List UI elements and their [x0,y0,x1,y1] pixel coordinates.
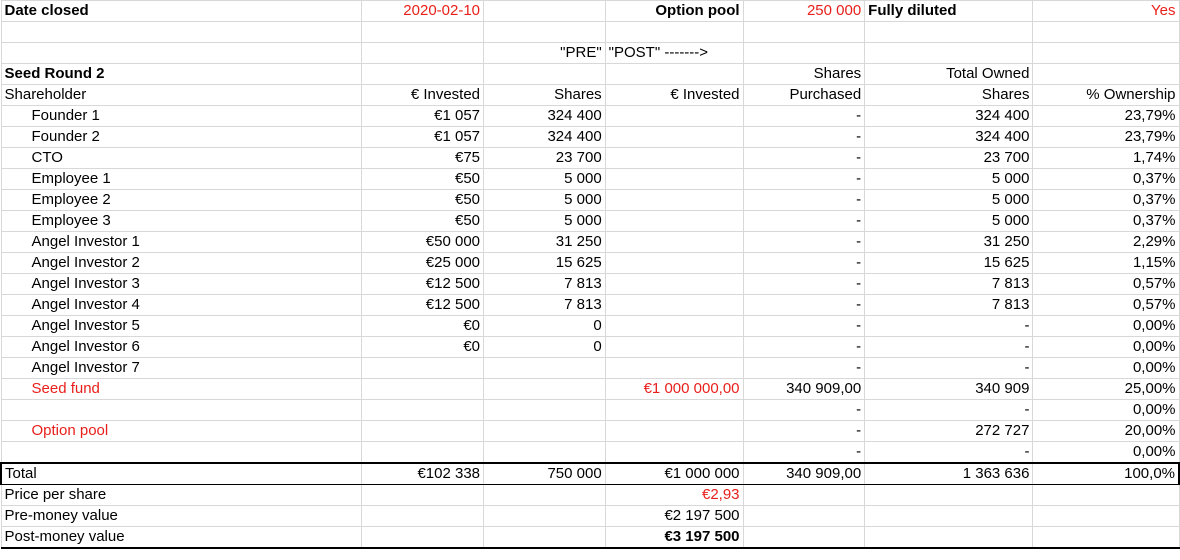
post-money-row [1,527,1179,549]
ownership-percent[interactable]: 2,29% [1033,232,1179,253]
ownership-percent[interactable]: 0,00% [1033,337,1179,358]
invested-post[interactable] [605,442,743,464]
shares-purchased[interactable]: - [743,358,865,379]
price-per-share-label[interactable]: Price per share [1,485,362,506]
shareholder-row [1,169,1179,190]
shares-pre[interactable]: 5 000 [484,211,606,232]
shareholder-name[interactable]: Angel Investor 4 [1,295,362,316]
shares-pre[interactable] [484,421,606,442]
ownership-percent[interactable]: 0,57% [1033,295,1179,316]
shares-pre[interactable]: 31 250 [484,232,606,253]
shareholder-name[interactable]: Founder 2 [1,127,362,148]
shareholder-row [1,211,1179,232]
invested-pre[interactable]: €50 [362,169,484,190]
date-closed-label[interactable]: Date closed [1,1,362,22]
shares-pre[interactable] [484,358,606,379]
post-label[interactable]: "POST" -------> [605,43,743,64]
shareholder-row [1,148,1179,169]
invested-post-header[interactable]: € Invested [605,85,743,106]
shares-pre[interactable]: 7 813 [484,295,606,316]
total-shares-pre[interactable]: 750 000 [484,463,606,485]
shareholder-row [1,190,1179,211]
date-closed-value[interactable]: 2020-02-10 [362,1,484,22]
fully-diluted-label[interactable]: Fully diluted [865,1,1033,22]
total-owned-shares[interactable]: 324 400 [865,106,1033,127]
total-owned-header-line1[interactable]: Total Owned [865,64,1033,85]
invested-pre-header[interactable]: € Invested [362,85,484,106]
invested-post[interactable] [605,232,743,253]
total-owned-shares[interactable]: - [865,442,1033,464]
shares-pre[interactable]: 5 000 [484,190,606,211]
shares-purchased[interactable]: - [743,211,865,232]
total-row [1,463,1179,485]
ownership-percent[interactable]: 0,00% [1033,400,1179,421]
shareholder-row [1,358,1179,379]
invested-post[interactable]: €1 000 000,00 [605,379,743,400]
shares-pre[interactable]: 23 700 [484,148,606,169]
price-per-share-value[interactable]: €2,93 [605,485,743,506]
shareholder-name[interactable]: Angel Investor 2 [1,253,362,274]
invested-post[interactable] [605,316,743,337]
shareholder-header[interactable]: Shareholder [1,85,362,106]
total-owned-shares[interactable]: - [865,358,1033,379]
invested-post[interactable] [605,400,743,421]
shareholder-name[interactable]: Angel Investor 6 [1,337,362,358]
total-owned-shares[interactable]: 5 000 [865,169,1033,190]
invested-pre[interactable]: €50 [362,211,484,232]
shareholder-name[interactable] [1,400,362,421]
shareholder-row [1,442,1179,464]
shares-pre[interactable] [484,400,606,421]
shareholder-row [1,379,1179,400]
header-row [1,1,1179,22]
pre-money-label[interactable]: Pre-money value [1,506,362,527]
shareholder-name[interactable]: Founder 1 [1,106,362,127]
shareholder-row [1,253,1179,274]
shares-pre[interactable]: 324 400 [484,106,606,127]
shares-purchased[interactable]: - [743,127,865,148]
column-header-row-1 [1,64,1179,85]
shares-purchased[interactable]: - [743,295,865,316]
shareholder-name[interactable]: CTO [1,148,362,169]
shares-purchased[interactable]: - [743,232,865,253]
ownership-percent[interactable]: 1,15% [1033,253,1179,274]
total-owned-shares[interactable]: 7 813 [865,295,1033,316]
invested-pre[interactable]: €75 [362,148,484,169]
shares-purchased[interactable]: - [743,421,865,442]
invested-pre[interactable] [362,358,484,379]
owned-shares-header[interactable]: Shares [865,85,1033,106]
shares-pre[interactable] [484,442,606,464]
shareholder-name[interactable]: Employee 1 [1,169,362,190]
total-owned-shares[interactable]: 5 000 [865,190,1033,211]
total-owned-shares[interactable]: 5 000 [865,211,1033,232]
shares-purchased[interactable]: - [743,316,865,337]
shareholder-row [1,337,1179,358]
shares-purchased[interactable]: - [743,274,865,295]
total-ownership[interactable]: 100,0% [1033,463,1179,485]
shareholder-name[interactable]: Employee 3 [1,211,362,232]
invested-post[interactable] [605,169,743,190]
shareholder-name[interactable] [1,442,362,464]
ownership-percent[interactable]: 23,79% [1033,127,1179,148]
ownership-percent[interactable]: 0,57% [1033,274,1179,295]
invested-pre[interactable] [362,421,484,442]
purchased-header[interactable]: Purchased [743,85,865,106]
fully-diluted-value[interactable]: Yes [1033,1,1179,22]
shares-purchased[interactable]: 340 909,00 [743,379,865,400]
invested-post[interactable] [605,295,743,316]
invested-post[interactable] [605,190,743,211]
shareholder-name[interactable]: Angel Investor 7 [1,358,362,379]
invested-pre[interactable] [362,442,484,464]
invested-post[interactable] [605,148,743,169]
invested-post[interactable] [605,211,743,232]
ownership-percent[interactable]: 1,74% [1033,148,1179,169]
shares-pre[interactable]: 5 000 [484,169,606,190]
total-owned-shares[interactable]: 340 909 [865,379,1033,400]
total-purchased[interactable]: 340 909,00 [743,463,865,485]
invested-pre[interactable]: €1 057 [362,106,484,127]
invested-pre[interactable]: €0 [362,316,484,337]
shareholder-row [1,295,1179,316]
invested-pre[interactable] [362,400,484,421]
shareholder-row [1,316,1179,337]
total-owned-shares[interactable]: 324 400 [865,127,1033,148]
shareholder-name[interactable]: Seed fund [1,379,362,400]
shareholder-row [1,106,1179,127]
total-invested-pre[interactable]: €102 338 [362,463,484,485]
pre-money-value[interactable]: €2 197 500 [605,506,743,527]
price-per-share-row [1,485,1179,506]
invested-pre[interactable] [362,379,484,400]
invested-pre[interactable]: €25 000 [362,253,484,274]
shares-purchased-header-line1[interactable]: Shares [743,64,865,85]
invested-pre[interactable]: €50 [362,190,484,211]
shares-pre[interactable]: 15 625 [484,253,606,274]
shares-purchased[interactable]: - [743,169,865,190]
shares-purchased[interactable]: - [743,400,865,421]
option-pool-value[interactable]: 250 000 [743,1,865,22]
total-owned-shares[interactable]: 31 250 [865,232,1033,253]
total-owned[interactable]: 1 363 636 [865,463,1033,485]
post-money-label[interactable]: Post-money value [1,527,362,549]
shares-purchased[interactable]: - [743,106,865,127]
post-money-value[interactable]: €3 197 500 [605,527,743,549]
ownership-percent[interactable]: 23,79% [1033,106,1179,127]
shares-pre[interactable] [484,379,606,400]
shareholder-row [1,421,1179,442]
pre-label[interactable]: "PRE" [484,43,606,64]
ownership-percent[interactable]: 0,00% [1033,442,1179,464]
shares-pre[interactable]: 0 [484,337,606,358]
total-owned-shares[interactable]: 15 625 [865,253,1033,274]
shareholder-row [1,274,1179,295]
shareholder-name[interactable]: Option pool [1,421,362,442]
shareholder-row [1,127,1179,148]
total-owned-shares[interactable]: 272 727 [865,421,1033,442]
invested-pre[interactable]: €12 500 [362,295,484,316]
ownership-percent[interactable]: 0,37% [1033,190,1179,211]
shares-pre[interactable]: 324 400 [484,127,606,148]
ownership-header[interactable]: % Ownership [1033,85,1179,106]
invested-pre[interactable]: €12 500 [362,274,484,295]
blank-row [1,22,1179,43]
invested-post[interactable] [605,253,743,274]
ownership-percent[interactable]: 0,37% [1033,211,1179,232]
shares-purchased[interactable]: - [743,190,865,211]
shareholder-name[interactable]: Angel Investor 5 [1,316,362,337]
ownership-percent[interactable]: 0,37% [1033,169,1179,190]
total-owned-shares[interactable]: 23 700 [865,148,1033,169]
invested-post[interactable] [605,421,743,442]
column-header-row-2 [1,85,1179,106]
option-pool-label[interactable]: Option pool [605,1,743,22]
invested-pre[interactable]: €1 057 [362,127,484,148]
section-title[interactable]: Seed Round 2 [1,64,362,85]
invested-post[interactable] [605,127,743,148]
total-owned-shares[interactable]: - [865,316,1033,337]
shares-pre-header[interactable]: Shares [484,85,606,106]
shares-pre[interactable]: 7 813 [484,274,606,295]
total-label[interactable]: Total [1,463,362,485]
total-owned-shares[interactable]: - [865,400,1033,421]
shareholder-row [1,400,1179,421]
shareholder-name[interactable]: Employee 2 [1,190,362,211]
shares-pre[interactable]: 0 [484,316,606,337]
invested-post[interactable] [605,106,743,127]
total-invested-post[interactable]: €1 000 000 [605,463,743,485]
shareholder-name[interactable]: Angel Investor 1 [1,232,362,253]
ownership-percent[interactable]: 0,00% [1033,358,1179,379]
shares-purchased[interactable]: - [743,148,865,169]
shareholder-row [1,232,1179,253]
invested-pre[interactable]: €50 000 [362,232,484,253]
pre-post-row [1,43,1179,64]
shares-purchased[interactable]: - [743,253,865,274]
pre-money-row [1,506,1179,527]
ownership-percent[interactable]: 25,00% [1033,379,1179,400]
total-owned-shares[interactable]: - [865,337,1033,358]
ownership-percent[interactable]: 0,00% [1033,316,1179,337]
invested-post[interactable] [605,274,743,295]
total-owned-shares[interactable]: 7 813 [865,274,1033,295]
shareholder-name[interactable]: Angel Investor 3 [1,274,362,295]
invested-pre[interactable]: €0 [362,337,484,358]
invested-post[interactable] [605,358,743,379]
shares-purchased[interactable]: - [743,337,865,358]
shares-purchased[interactable]: - [743,442,865,464]
invested-post[interactable] [605,337,743,358]
ownership-percent[interactable]: 20,00% [1033,421,1179,442]
